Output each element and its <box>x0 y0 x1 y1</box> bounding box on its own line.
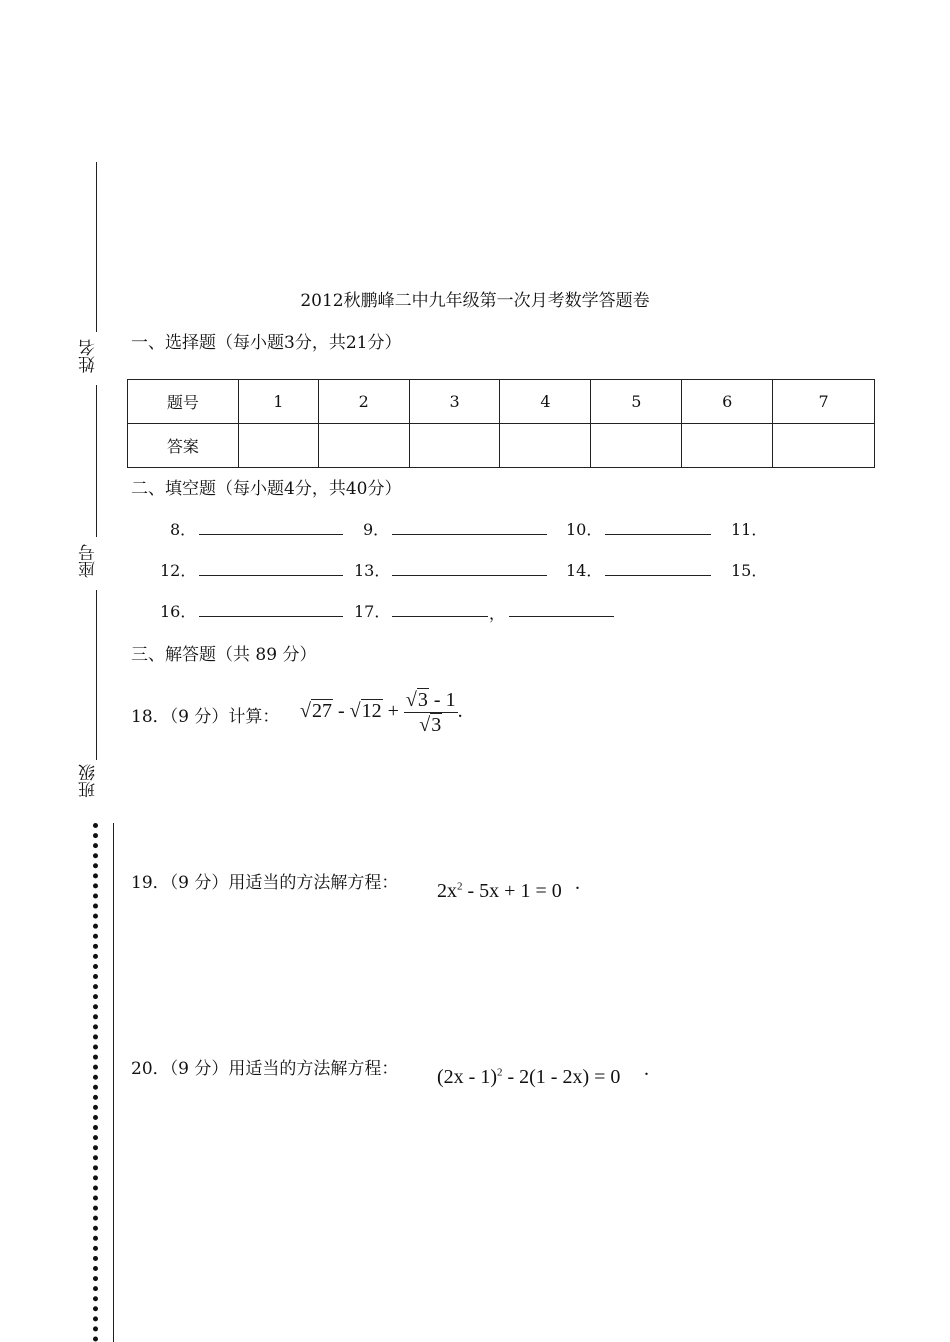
problem-19-label: 19．（9 分）用适当的方法解方程： <box>131 873 399 893</box>
question-number: 4 <box>500 380 591 424</box>
row-header-number: 题号 <box>128 380 239 424</box>
comma: ， <box>489 604 506 623</box>
question-number: 2 <box>318 380 409 424</box>
problem-18-expression: √27 - √12 + $\frac{√3 - 1}{√3}$ . <box>300 689 463 736</box>
problem-18-label: 18．（9 分）计算： <box>131 707 280 727</box>
blank-line-14[interactable] <box>605 575 711 576</box>
blank-label-12: 12． <box>160 561 197 580</box>
blank-line-17a[interactable] <box>392 616 488 617</box>
answer-cell[interactable] <box>682 424 773 468</box>
table-row <box>128 424 875 468</box>
name-label: 姓名 <box>79 339 99 373</box>
problem-20-label: 20．（9 分）用适当的方法解方程： <box>131 1059 399 1079</box>
blank-line-17b[interactable] <box>509 616 614 617</box>
seat-label: 座号 <box>79 544 99 578</box>
problem-20-period: . <box>644 1058 649 1080</box>
answer-cell[interactable] <box>773 424 875 468</box>
question-number: 1 <box>238 380 318 424</box>
blank-label-8: 8． <box>170 520 197 539</box>
section1-heading: 一、选择题（每小题3分，共21分） <box>131 333 402 353</box>
class-label: 班级 <box>79 764 99 798</box>
blank-label-14: 14． <box>566 561 603 580</box>
blank-label-15: 15． <box>731 561 768 580</box>
blank-label-17: 17． <box>354 602 391 621</box>
blank-line-16[interactable] <box>199 616 343 617</box>
blank-label-10: 10． <box>566 520 603 539</box>
blank-label-13: 13． <box>354 561 391 580</box>
table-row <box>128 380 875 424</box>
section3-heading: 三、解答题（共 89 分） <box>131 645 317 665</box>
blank-line-8[interactable] <box>199 534 343 535</box>
section2-heading: 二、填空题（每小题4分，共40分） <box>131 479 402 499</box>
question-number: 6 <box>682 380 773 424</box>
answer-cell[interactable] <box>500 424 591 468</box>
question-number: 5 <box>591 380 682 424</box>
blank-label-16: 16． <box>160 602 197 621</box>
answer-table <box>127 379 875 468</box>
page-title: 2012秋鹏峰二中九年级第一次月考数学答题卷 <box>300 291 650 311</box>
blank-label-11: 11． <box>731 520 768 539</box>
blank-line-12[interactable] <box>199 575 343 576</box>
problem-19-period: . <box>575 872 580 894</box>
blank-label-9: 9． <box>363 520 390 539</box>
fraction: $\frac{√3 - 1}{√3}$ <box>405 689 456 736</box>
question-number: 3 <box>409 380 500 424</box>
problem-19-expression: $2x^2 - 5x + 1 = 0$ <box>437 880 562 902</box>
answer-cell[interactable] <box>318 424 409 468</box>
binding-line <box>96 590 97 760</box>
seal-solid-line <box>113 823 114 1342</box>
answer-cell[interactable] <box>591 424 682 468</box>
row-header-answer: 答案 <box>128 424 239 468</box>
blank-line-9[interactable] <box>392 534 547 535</box>
answer-cell[interactable] <box>238 424 318 468</box>
answer-cell[interactable] <box>409 424 500 468</box>
problem-20-expression: (2x - 1)$^2$ - 2(1 - 2x) = 0 <box>437 1066 621 1088</box>
blank-line-10[interactable] <box>605 534 711 535</box>
question-number: 7 <box>773 380 875 424</box>
blank-line-13[interactable] <box>392 575 547 576</box>
seal-dotted-line <box>93 823 98 1342</box>
binding-line <box>96 385 97 537</box>
